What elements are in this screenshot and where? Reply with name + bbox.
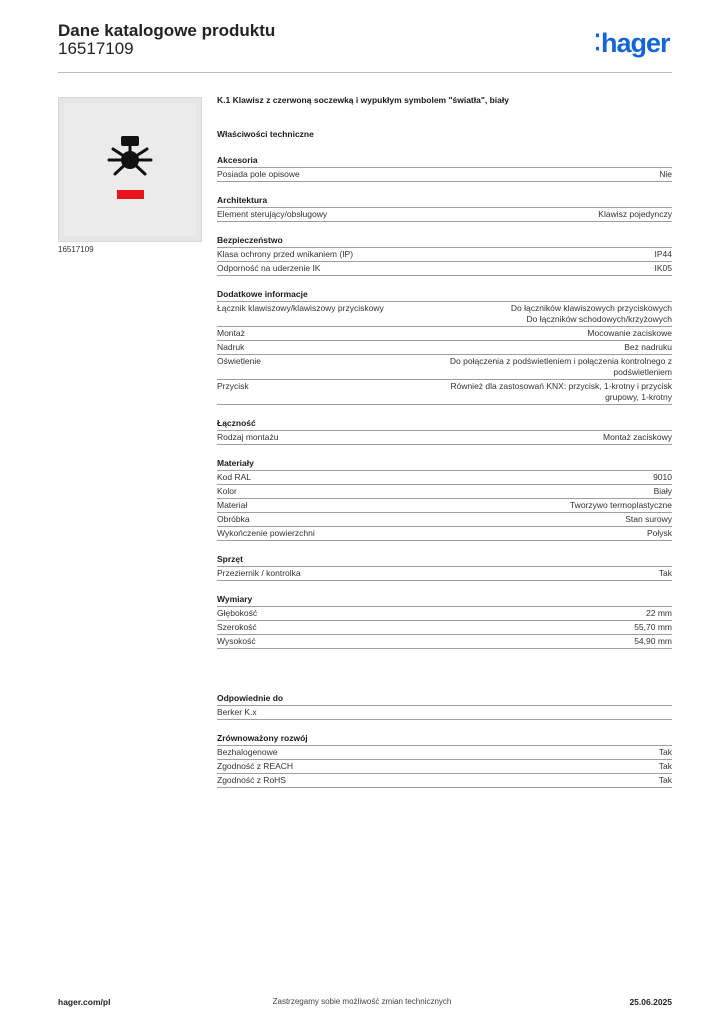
spec-row bbox=[217, 567, 672, 581]
spec-value bbox=[450, 381, 672, 403]
group-spacer bbox=[217, 182, 672, 194]
group-spacer bbox=[217, 222, 672, 234]
spec-label: Kolor bbox=[217, 486, 237, 496]
spec-label: Kod RAL bbox=[217, 472, 252, 482]
spec-row bbox=[217, 208, 672, 222]
spec-value bbox=[655, 249, 673, 260]
spec-group bbox=[217, 154, 672, 182]
group-title: Zrównoważony rozwój bbox=[217, 732, 672, 746]
spec-row bbox=[217, 607, 672, 621]
spec-heading: Właściwości techniczne bbox=[217, 129, 314, 139]
spec-label: Łącznik klawiszowy/klawiszowy przyciskowy bbox=[217, 303, 384, 313]
spec-value-line: Nie bbox=[659, 169, 672, 179]
spec-label: Wysokość bbox=[217, 636, 256, 646]
sustainability-group bbox=[217, 732, 672, 788]
group-spacer bbox=[217, 581, 672, 593]
group-spacer bbox=[217, 720, 672, 732]
spec-value-line: IP44 bbox=[654, 249, 672, 259]
footer-date: 25.06.2025 bbox=[629, 997, 672, 1007]
spec-group bbox=[217, 288, 672, 405]
spec-value-line: 55,70 mm bbox=[634, 622, 672, 632]
spec-value bbox=[659, 761, 672, 772]
spec-value bbox=[659, 747, 672, 758]
spec-row bbox=[217, 431, 672, 445]
spec-row bbox=[217, 760, 672, 774]
group-title: Bezpieczeństwo bbox=[217, 234, 672, 248]
spec-value-line: Do łączników schodowych/krzyżowych bbox=[526, 314, 672, 324]
spec-value bbox=[634, 622, 672, 633]
spec-label: Szerokość bbox=[217, 622, 257, 632]
spec-label: Rodzaj montażu bbox=[217, 432, 279, 442]
spec-row bbox=[217, 706, 672, 720]
spec-row bbox=[217, 302, 672, 327]
group-spacer bbox=[217, 541, 672, 553]
group-title: Odpowiednie do bbox=[217, 692, 672, 706]
group-spacer bbox=[217, 276, 672, 288]
logo-dots-icon: ⁚ bbox=[594, 30, 600, 55]
spec-value-line: Tak bbox=[658, 568, 672, 578]
spec-value-line: Klawisz pojedynczy bbox=[598, 209, 672, 219]
spec-label: Obróbka bbox=[217, 514, 250, 524]
spec-label: Zgodność z RoHS bbox=[217, 775, 286, 785]
spec-label: Odporność na uderzenie IK bbox=[217, 263, 321, 273]
spec-content bbox=[217, 95, 672, 788]
spec-value bbox=[598, 209, 672, 220]
spec-value bbox=[646, 608, 672, 619]
group-title: Materiały bbox=[217, 457, 672, 471]
spec-value-line: Tak bbox=[658, 775, 672, 785]
spec-value-line: 54,90 mm bbox=[634, 636, 672, 646]
spec-value bbox=[624, 342, 672, 353]
spec-label: Zgodność z REACH bbox=[217, 761, 294, 771]
footer-website[interactable]: hager.com/pl bbox=[58, 997, 111, 1007]
spec-label: Przycisk bbox=[217, 381, 249, 391]
spec-row bbox=[217, 746, 672, 760]
spec-value-line: Biały bbox=[653, 486, 672, 496]
spec-value-line: Bez nadruku bbox=[624, 342, 672, 352]
spec-value bbox=[655, 263, 673, 274]
spec-label: Oświetlenie bbox=[217, 356, 261, 366]
spec-value bbox=[654, 486, 672, 497]
spec-value-line: Również dla zastosowań KNX: przycisk, 1-krotny i przycisk bbox=[450, 381, 672, 391]
spec-label: Klasa ochrony przed wnikaniem (IP) bbox=[217, 249, 354, 259]
spec-value bbox=[603, 432, 672, 443]
spec-row bbox=[217, 341, 672, 355]
spec-value-line: Do łączników klawiszowych przyciskowych bbox=[510, 303, 672, 313]
spec-label: Berker K.x bbox=[217, 707, 257, 717]
spec-row bbox=[217, 327, 672, 341]
spec-row bbox=[217, 248, 672, 262]
suitable-group bbox=[217, 692, 672, 720]
spec-row bbox=[217, 774, 672, 788]
spec-value bbox=[659, 775, 672, 786]
document-title: Dane katalogowe produktu bbox=[58, 21, 276, 40]
group-spacer bbox=[217, 445, 672, 457]
group-title: Architektura bbox=[217, 194, 672, 208]
spec-row bbox=[217, 635, 672, 649]
spec-group bbox=[217, 417, 672, 445]
product-image-background bbox=[64, 103, 196, 236]
spec-value bbox=[653, 472, 672, 483]
spec-value-line: 22 mm bbox=[646, 608, 672, 618]
spec-groups bbox=[217, 154, 672, 649]
spec-value bbox=[450, 356, 672, 378]
spec-label: Przeziernik / kontrolka bbox=[217, 568, 301, 578]
spec-row bbox=[217, 485, 672, 499]
spec-row bbox=[217, 262, 672, 276]
spec-group bbox=[217, 457, 672, 541]
spec-value-line: Montaż zaciskowy bbox=[603, 432, 672, 442]
spec-label: Nadruk bbox=[217, 342, 245, 352]
spec-value bbox=[587, 328, 672, 339]
section-spacer bbox=[217, 649, 672, 692]
spec-value bbox=[659, 568, 672, 579]
hager-logo[interactable] bbox=[594, 28, 670, 59]
spec-row bbox=[217, 380, 672, 405]
spec-value-line: podświetleniem bbox=[613, 367, 672, 377]
product-title: K.1 Klawisz z czerwoną soczewką i wypukłym symbolem "światła", biały bbox=[217, 95, 509, 105]
spec-label: Posiada pole opisowe bbox=[217, 169, 300, 179]
spec-value-line: Połysk bbox=[646, 528, 672, 538]
group-title: Łączność bbox=[217, 417, 672, 431]
header-divider bbox=[58, 72, 672, 73]
group-spacer bbox=[217, 405, 672, 417]
spec-value bbox=[511, 303, 672, 325]
group-title: Sprzęt bbox=[217, 553, 672, 567]
spec-row bbox=[217, 471, 672, 485]
spec-value-line: Do połączenia z podświetleniem i połączenia kontrolnego z bbox=[449, 356, 672, 366]
group-title: Dodatkowe informacje bbox=[217, 288, 672, 302]
product-code: 16517109 bbox=[58, 39, 134, 58]
product-image bbox=[58, 97, 202, 242]
logo-text: hager bbox=[601, 28, 670, 58]
spec-label: Materiał bbox=[217, 500, 248, 510]
footer-notice: Zastrzegamy sobie możliwość zmian technicznych bbox=[272, 997, 452, 1006]
spec-row bbox=[217, 355, 672, 380]
spec-row bbox=[217, 499, 672, 513]
spec-value-line: grupowy, 1-krotny bbox=[605, 392, 672, 402]
red-lens bbox=[117, 190, 144, 199]
spec-row bbox=[217, 513, 672, 527]
spec-group bbox=[217, 593, 672, 649]
spec-value-line: 9010 bbox=[653, 472, 672, 482]
light-symbol-icon bbox=[64, 103, 196, 236]
spec-row bbox=[217, 527, 672, 541]
spec-value bbox=[634, 636, 672, 647]
spec-group bbox=[217, 553, 672, 581]
spec-value-line: Stan surowy bbox=[625, 514, 672, 524]
spec-value bbox=[659, 169, 672, 180]
spec-value-line: IK05 bbox=[654, 263, 672, 273]
spec-value-line: Tak bbox=[658, 747, 672, 757]
spec-label: Wykończenie powierzchni bbox=[217, 528, 315, 538]
spec-label: Bezhalogenowe bbox=[217, 747, 278, 757]
spec-value-line: Tak bbox=[658, 761, 672, 771]
spec-label: Głębokość bbox=[217, 608, 258, 618]
spec-group bbox=[217, 194, 672, 222]
spec-group bbox=[217, 234, 672, 276]
group-title: Akcesoria bbox=[217, 154, 672, 168]
image-caption: 16517109 bbox=[58, 245, 94, 254]
spec-row bbox=[217, 168, 672, 182]
spec-value bbox=[647, 528, 672, 539]
spec-value bbox=[625, 514, 672, 525]
spec-label: Montaż bbox=[217, 328, 245, 338]
group-title: Wymiary bbox=[217, 593, 672, 607]
spec-label: Element sterujący/obsługowy bbox=[217, 209, 328, 219]
spec-value-line: Tworzywo termoplastyczne bbox=[569, 500, 672, 510]
spec-value bbox=[570, 500, 672, 511]
spec-value-line: Mocowanie zaciskowe bbox=[587, 328, 672, 338]
spec-row bbox=[217, 621, 672, 635]
